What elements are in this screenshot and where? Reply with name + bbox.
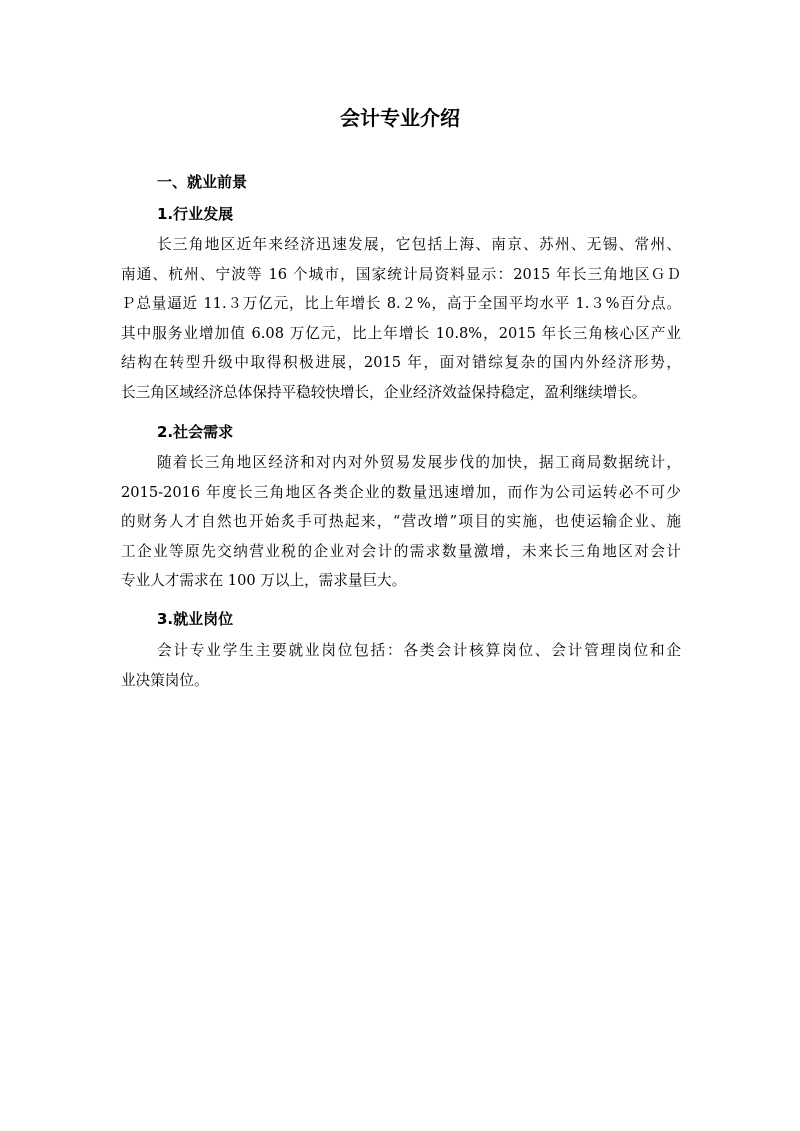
section-heading-employment-prospects: 一、就业前景 — [157, 173, 248, 191]
page-title: 会计专业介绍 — [340, 106, 460, 130]
text-line: 随着长三角地区经济和对内对外贸易发展步伐的加快，据工商局数据统计， — [157, 454, 681, 471]
paragraph-industry-development — [121, 230, 681, 407]
text-line: 其中服务业增加值 6.08 万亿元，比上年增长 10.8%，2015 年长三角核心区产业 — [121, 324, 681, 342]
subsection-heading-social-demand: 2.社会需求 — [157, 423, 234, 441]
text-line: 南通、杭州、宁波等 16 个城市，国家统计局资料显示：2015 年长三角地区ＧＤ — [121, 265, 681, 283]
text-line: 的财务人才自然也开始炙手可热起来，“营改增”项目的实施，也使运输企业、施 — [121, 513, 681, 530]
subsection-heading-industry-development: 1.行业发展 — [157, 205, 234, 223]
subsection-heading-job-positions: 3.就业岗位 — [157, 610, 234, 628]
text-line: Ｐ总量逼近 11.３万亿元，比上年增长 8.２%，高于全国平均水平 1.３%百分点。 — [121, 295, 681, 312]
text-line: 长三角地区近年来经济迅速发展，它包括上海、南京、苏州、无锡、常州、 — [157, 236, 681, 253]
text-line: 2015-2016 年度长三角地区各类企业的数量迅速增加，而作为公司运转必不可少 — [121, 483, 681, 501]
text-line: 工企业等原先交纳营业税的企业对会计的需求数量激增，未来长三角地区对会计 — [121, 542, 681, 560]
text-line: 长三角区域经济总体保持平稳较快增长，企业经济效益保持稳定，盈利继续增长。 — [121, 383, 647, 401]
paragraph-social-demand — [121, 448, 681, 596]
text-line: 结构在转型升级中取得积极进展，2015 年，面对错综复杂的国内外经济形势， — [121, 354, 681, 371]
text-line: 会计专业学生主要就业岗位包括：各类会计核算岗位、会计管理岗位和企 — [157, 642, 681, 659]
text-line: 业决策岗位。 — [121, 671, 209, 689]
paragraph-job-positions — [121, 636, 681, 695]
text-line: 专业人才需求在 100 万以上，需求量巨大。 — [121, 572, 407, 589]
